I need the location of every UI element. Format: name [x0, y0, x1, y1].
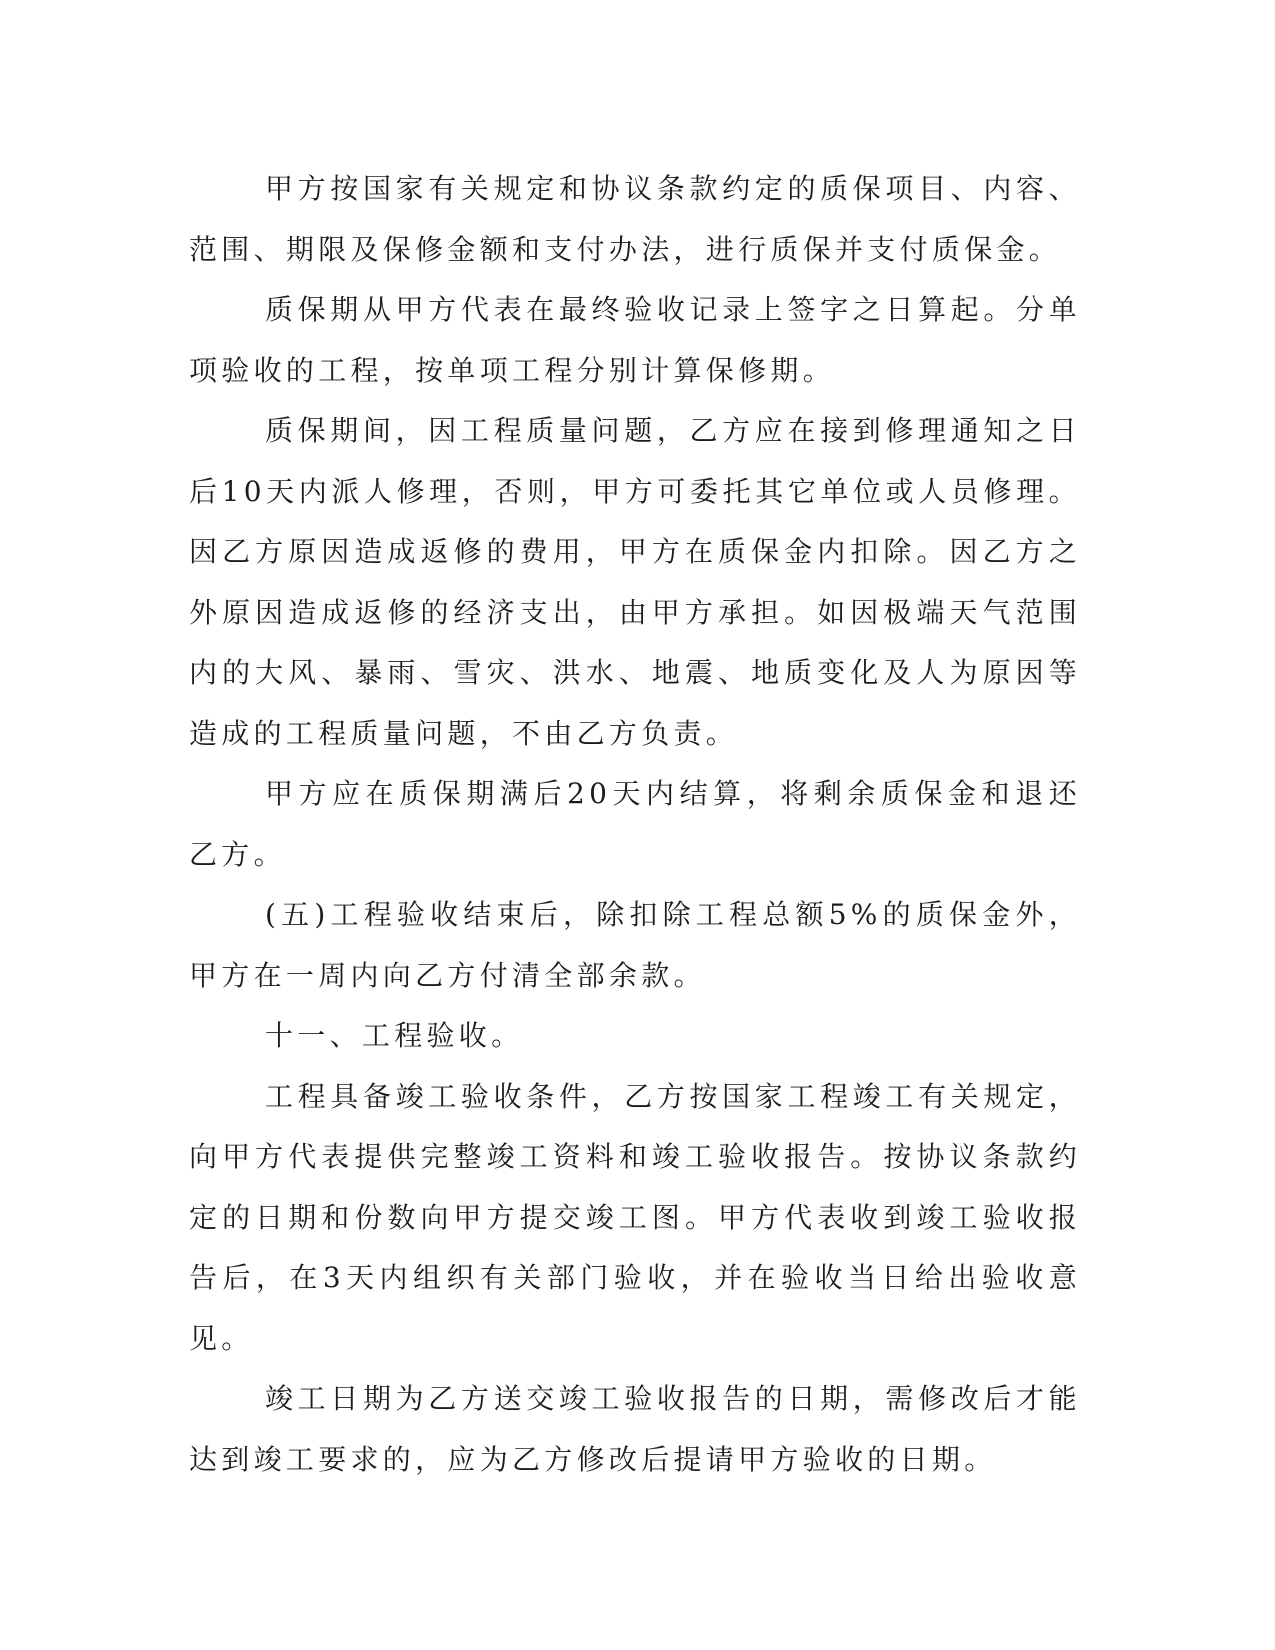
paragraph-final-payment: (五)工程验收结束后，除扣除工程总额5%的质保金外，甲方在一周内向乙方付清全部余款。: [189, 898, 1081, 992]
paragraph-warranty-settlement: 甲方应在质保期满后20天内结算，将剩余质保金和退还乙方。: [189, 777, 1081, 871]
paragraph-warranty-period: 质保期从甲方代表在最终验收记录上签字之日算起。分单项验收的工程，按单项工程分别计算保修期。: [189, 293, 1081, 387]
paragraph-completion-date: 竣工日期为乙方送交竣工验收报告的日期，需修改后才能达到竣工要求的，应为乙方修改后提请甲方验收的日期。: [189, 1382, 1081, 1476]
paragraph-warranty-terms: 甲方按国家有关规定和协议条款约定的质保项目、内容、范围、期限及保修金额和支付办法，进行质保并支付质保金。: [189, 172, 1081, 266]
paragraph-acceptance-conditions: 工程具备竣工验收条件，乙方按国家工程竣工有关规定，向甲方代表提供完整竣工资料和竣工验收报告。按协议条款约定的日期和份数向甲方提交竣工图。甲方代表收到竣工验收报告后，在3天内组织有关部门验收，并在验收当日给出验收意见。: [189, 1079, 1081, 1355]
paragraph-warranty-repairs: 质保期间，因工程质量问题，乙方应在接到修理通知之日后10天内派人修理，否则，甲方可委托其它单位或人员修理。因乙方原因造成返修的费用，甲方在质保金内扣除。因乙方之外原因造成返修的经济支出，由甲方承担。如因极端天气范围内的大风、暴雨、雪灾、洪水、地震、地质变化及人为原因等造成的工程质量问题，不由乙方负责。: [189, 414, 1081, 750]
section-heading-acceptance: 十一、工程验收。: [265, 1019, 524, 1052]
document-body: [189, 159, 1081, 1490]
